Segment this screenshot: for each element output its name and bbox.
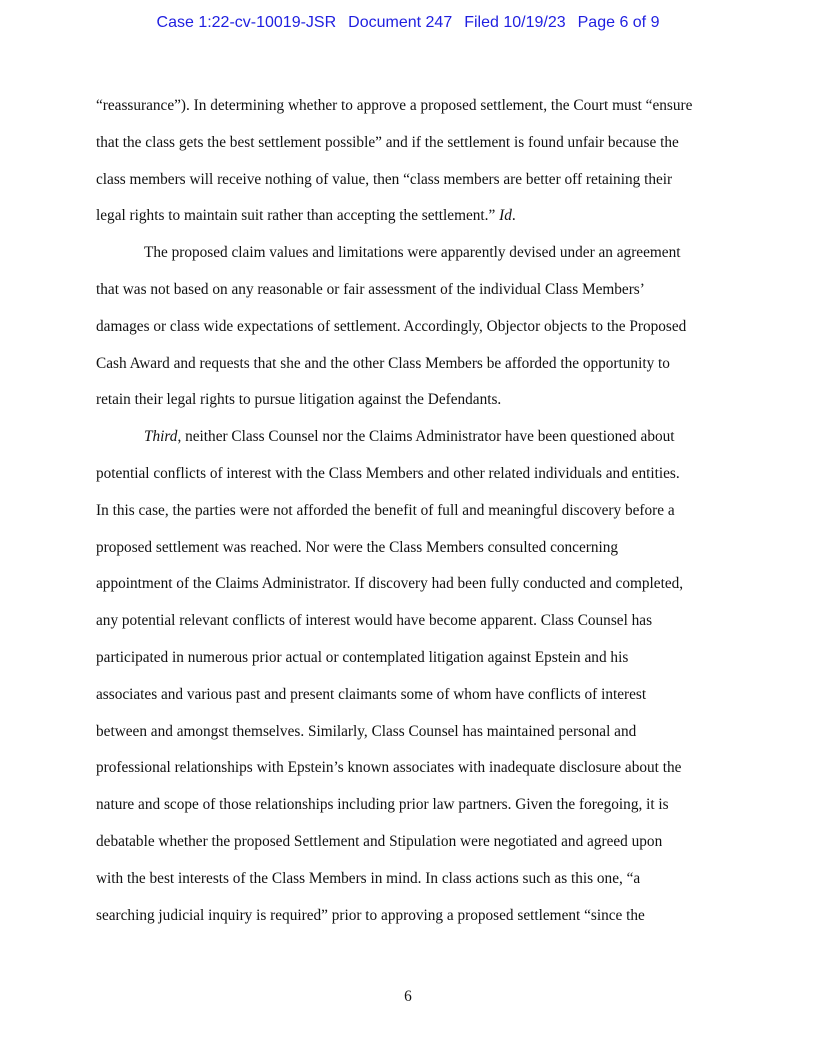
paragraph-3-line: between and amongst themselves. Similarly, Class Counsel has maintained personal and (96, 722, 637, 740)
paragraph-3-line: associates and various past and present claimants some of whom have conflicts of interest (96, 685, 647, 703)
paragraph-3-line: nature and scope of those relationships including prior law partners. Given the foregoing, it is (96, 796, 669, 814)
citation-period: . (511, 207, 516, 225)
paragraph-3-line: searching judicial inquiry is required” prior to approving a proposed settlement “since the (96, 906, 645, 924)
document-body (96, 88, 722, 934)
page-number: 6 (404, 988, 412, 1005)
filed-date: Filed 10/19/23 (464, 14, 566, 31)
paragraph-3-line: with the best interests of the Class Members in mind. In class actions such as this one, “a (96, 869, 641, 887)
court-filing-header (0, 14, 816, 32)
paragraph-3-line: proposed settlement was reached. Nor were the Class Members consulted concerning (96, 538, 619, 556)
page-count: Page 6 of 9 (577, 14, 660, 31)
paragraph-3-line: debatable whether the proposed Settlement and Stipulation were negotiated and agreed upon (96, 832, 663, 850)
paragraph-3-first-line (96, 419, 722, 456)
paragraph-2-line: Cash Award and requests that she and the other Class Members be afforded the opportunity to (96, 354, 670, 372)
paragraph-3-line: participated in numerous prior actual or contemplated litigation against Epstein and his (96, 648, 629, 666)
document-number: Document 247 (348, 14, 453, 31)
paragraph-1-line: “reassurance”). In determining whether to approve a proposed settlement, the Court must “ensure (96, 97, 693, 114)
paragraph-2-line: The proposed claim values and limitations were apparently devised under an agreement (144, 244, 681, 262)
paragraph-1-line: class members will receive nothing of value, then “class members are better off retaining their (96, 170, 673, 188)
paragraph-3-line: potential conflicts of interest with the Class Members and other related individuals and entities. (96, 464, 680, 482)
paragraph-3-line: In this case, the parties were not afforded the benefit of full and meaningful discovery before a (96, 501, 675, 519)
paragraph-3-line: professional relationships with Epstein’s known associates with inadequate disclosure about the (96, 759, 682, 777)
paragraph-3-lead-word: Third (144, 428, 178, 446)
paragraph-1-text: legal rights to maintain suit rather than accepting the settlement.” (96, 207, 500, 225)
paragraph-1-line: that the class gets the best settlement possible” and if the settlement is found unfair because the (96, 133, 679, 151)
paragraph-2-line: that was not based on any reasonable or fair assessment of the individual Class Members’ (96, 280, 645, 298)
paragraph-1-last-line (96, 198, 722, 235)
paragraph-3-line: any potential relevant conflicts of interest would have become apparent. Class Counsel has (96, 612, 653, 630)
citation-id: Id (499, 207, 512, 225)
paragraph-3-line: appointment of the Claims Administrator. If discovery had been fully conducted and completed, (96, 575, 684, 593)
paragraph-2-line: retain their legal rights to pursue litigation against the Defendants. (96, 391, 502, 409)
case-number: Case 1:22-cv-10019-JSR (156, 14, 337, 31)
paragraph-2-line: damages or class wide expectations of settlement. Accordingly, Objector objects to the Proposed (96, 317, 687, 335)
paragraph-3-text: , neither Class Counsel nor the Claims Administrator have been questioned about (177, 428, 675, 446)
